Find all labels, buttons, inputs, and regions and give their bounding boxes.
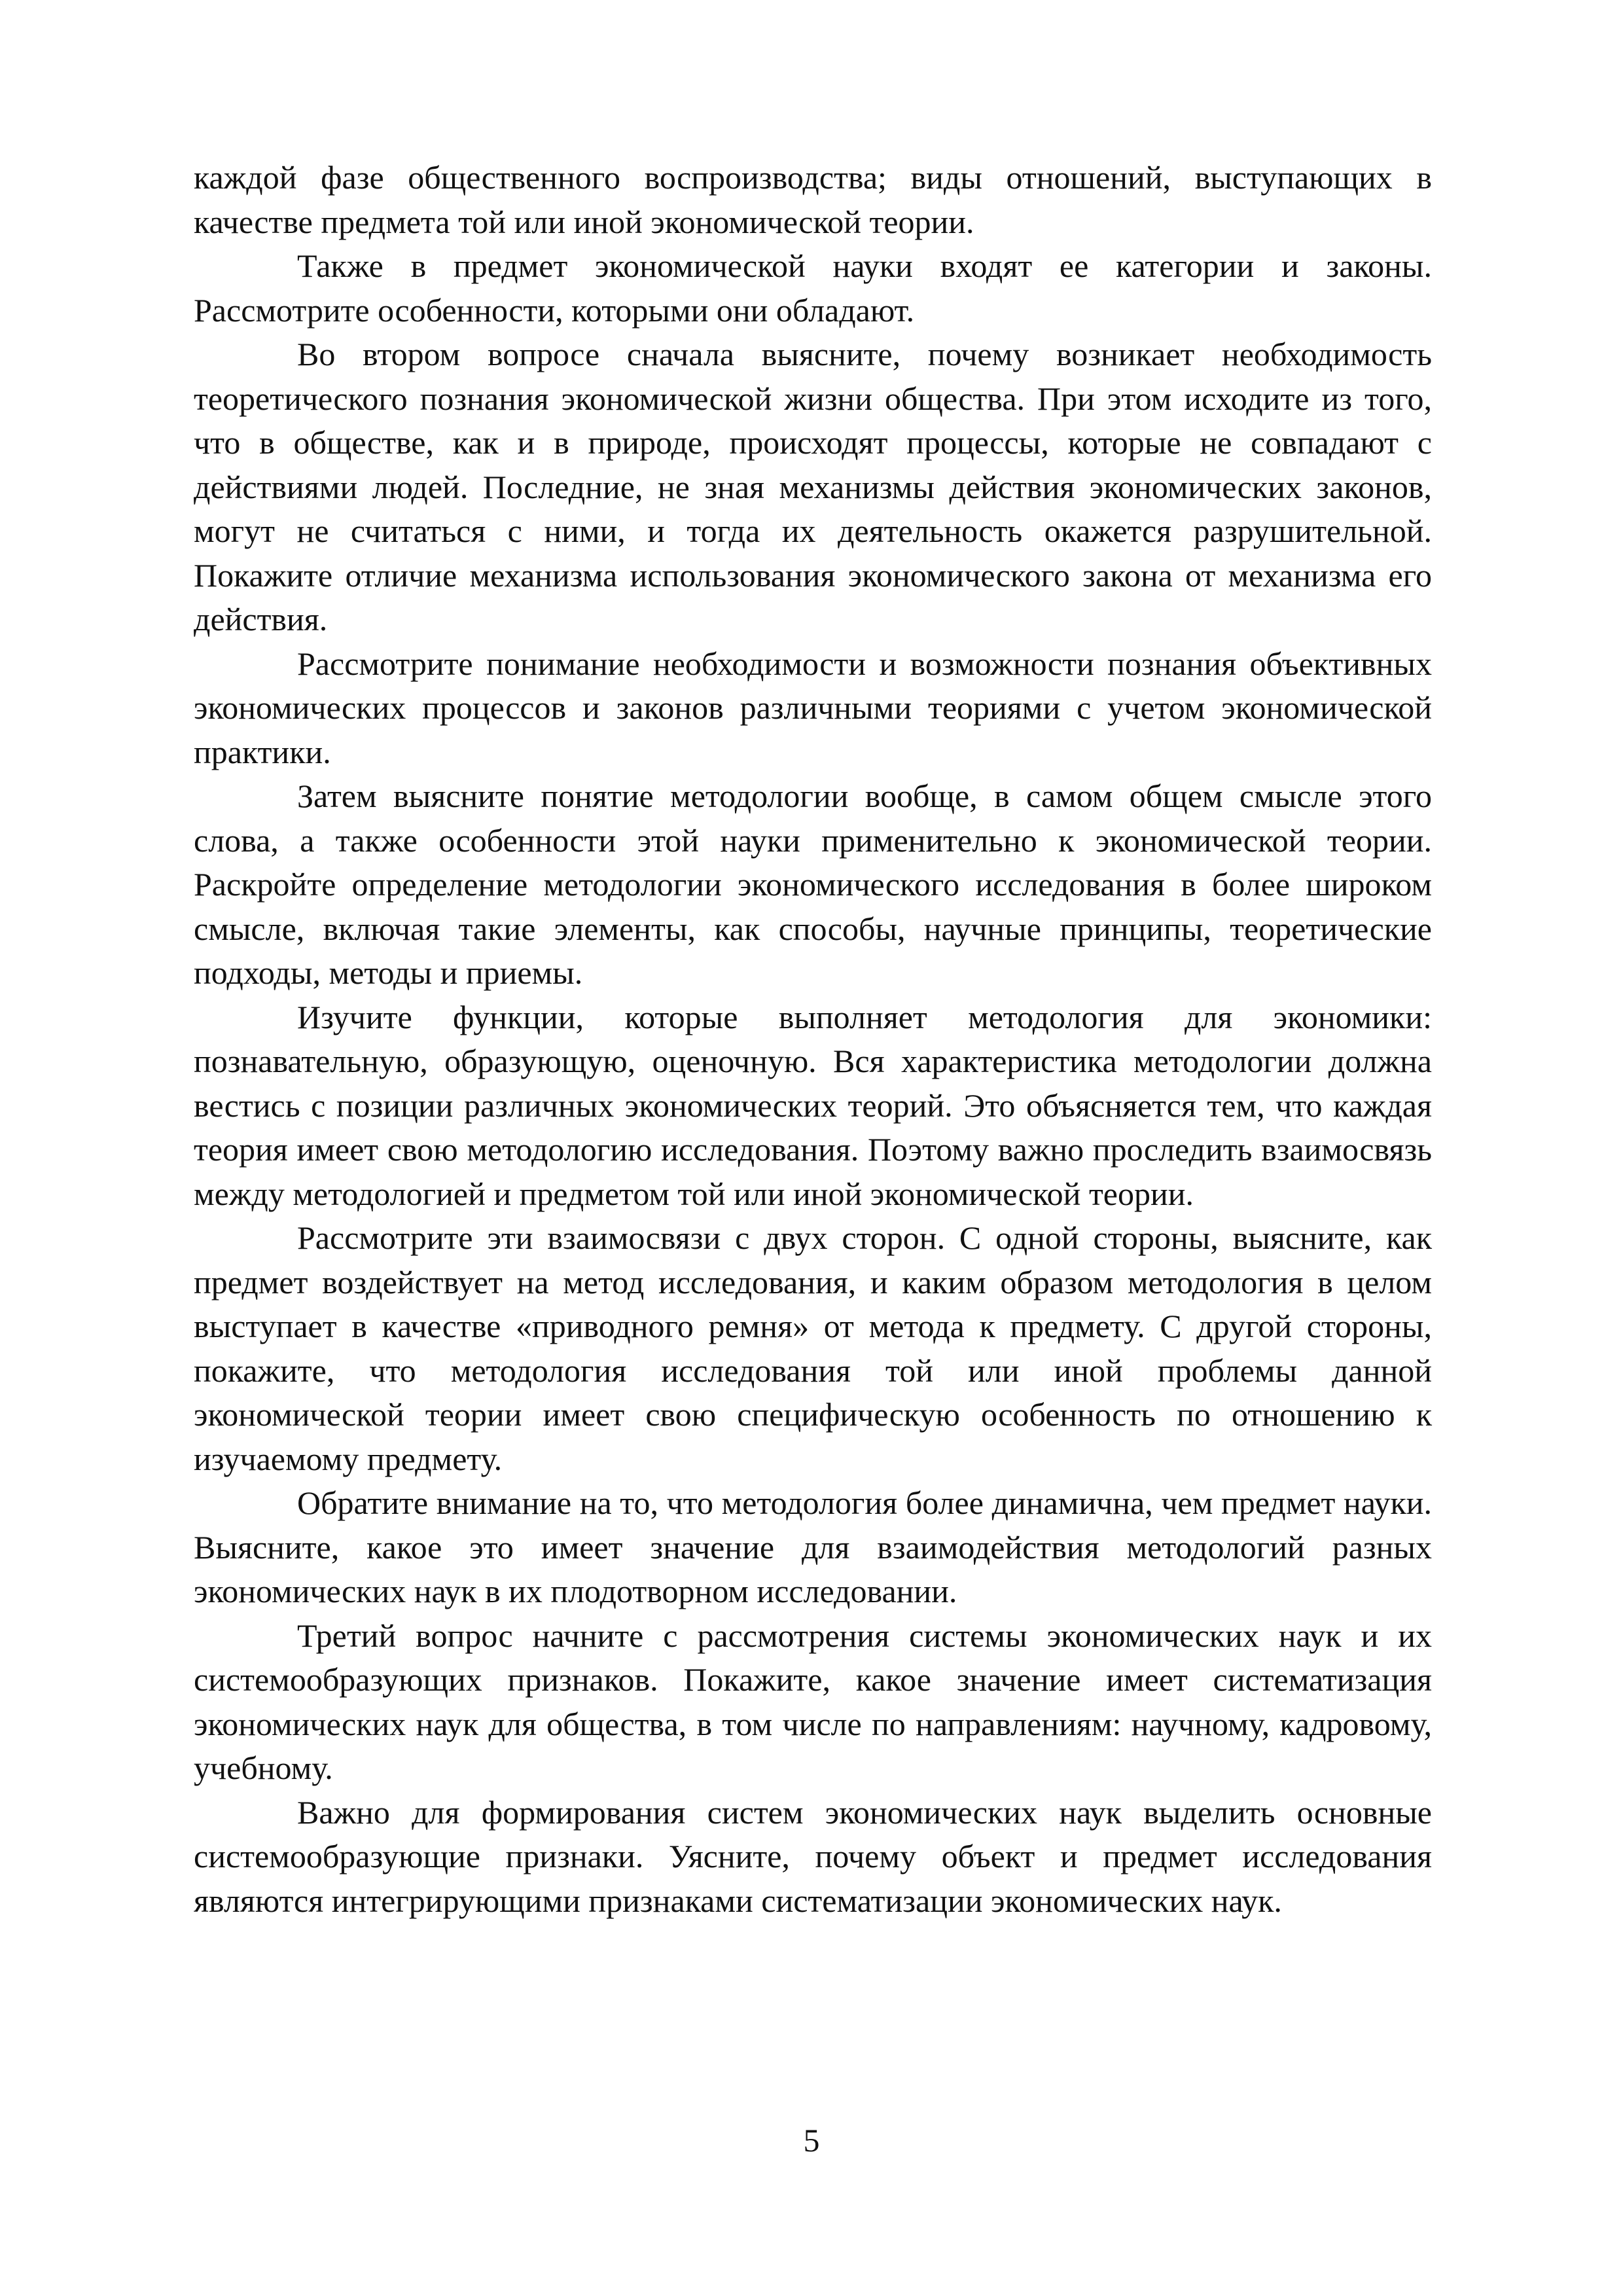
body-text <box>194 156 1432 1923</box>
paragraph: Обратите внимание на то, что методология более динамична, чем предмет науки. Выясните, какое это имеет значение для взаимодействия методологий разных экономических наук в их плодотворном исследовании. <box>194 1484 1432 1609</box>
paragraph: Важно для формирования систем экономических наук выделить основные системообразующие признаки. Уясните, почему объект и предмет исследования являются интегрирующими признаками систематизации экономических наук. <box>194 1793 1432 1919</box>
paragraph: Во втором вопросе сначала выясните, почему возникает необходимость теоретического познания экономической жизни общества. При этом исходите из того, что в обществе, как и в природе, происходят процессы, которые не совпадают с действиями людей. Последние, не зная механизмы действия экономических законов, могут не считаться с ними, и тогда их деятельность окажется разрушительной. Покажите отличие механизма использования экономического закона от механизма его действия. <box>194 336 1432 637</box>
paragraph: Изучите функции, которые выполняет методология для экономики: познавательную, образующую, оценочную. Вся характеристика методологии должна вестись с позиции различных экономических теорий. Это объясняется тем, что каждая теория имеет свою методологию исследования. Поэтому важно проследить взаимосвязь между методологией и предметом той или иной экономической теории. <box>194 998 1432 1212</box>
paragraph: Рассмотрите понимание необходимости и возможности познания объективных экономических процессов и законов различными теориями с учетом экономической практики. <box>194 645 1432 770</box>
paragraph: Затем выясните понятие методологии вообще, в самом общем смысле этого слова, а также особенности этой науки применительно к экономической теории. Раскройте определение методологии экономического исследования в более широком смысле, включая такие элементы, как способы, научные принципы, теоретические подходы, методы и приемы. <box>194 778 1432 991</box>
paragraph: Также в предмет экономической науки входят ее категории и законы. Рассмотрите особенности, которыми они обладают. <box>194 247 1432 329</box>
page-number: 5 <box>803 2122 820 2159</box>
paragraph-continuation: каждой фазе общественного воспроизводства; виды отношений, выступающих в качестве предмета той или иной экономической теории. <box>194 159 1432 240</box>
paragraph: Третий вопрос начните с рассмотрения системы экономических наук и их системообразующих признаков. Покажите, какое значение имеет систематизация экономических наук для общества, в том числе по направлениям: научному, кадровому, учебному. <box>194 1617 1432 1786</box>
paragraph: Рассмотрите эти взаимосвязи с двух сторон. С одной стороны, выясните, как предмет воздействует на метод исследования, и каким образом методология в целом выступает в качестве «приводного ремня» от метода к предмету. С другой стороны, покажите, что методология исследования той или иной проблемы данной экономической теории имеет свою специфическую особенность по отношению к изучаемому предмету. <box>194 1219 1432 1477</box>
